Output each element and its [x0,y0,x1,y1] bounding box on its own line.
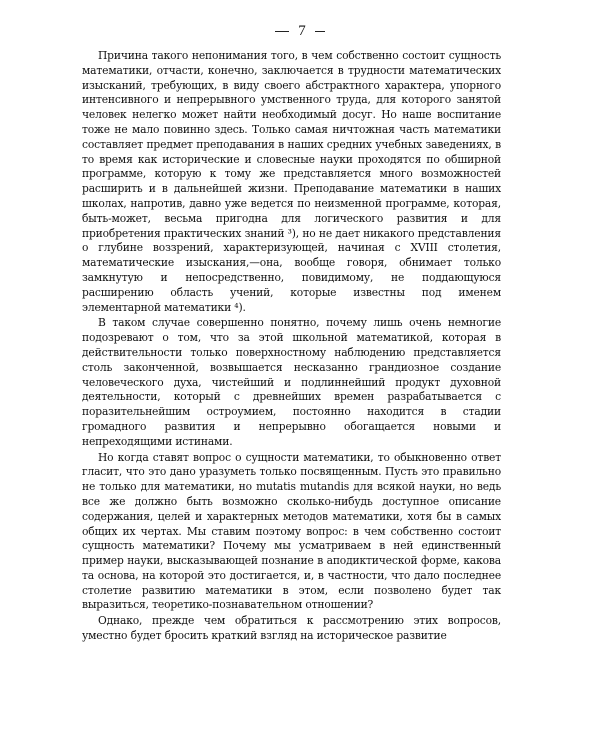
page-number: 7 [298,23,306,39]
header-dash-right [315,31,325,32]
paragraph-2: В таком случае совершенно понятно, почему лишь очень немногие подозревают о том, что за этой школьной математикой, которая в действительности только поверхностному наблюдению представляется столь законченной, возвышается несказанно грандиозное создание человеческого духа, чистейший и подлиннейший продукт духовной деятельности, который с древнейших времен разрабатывается с поразительнейшим остроумием, постоянно находится в стадии громадного развития и непрерывно обогащается новыми и непреходящими истинами. [82,316,501,448]
header-dash-left [275,31,289,32]
page-header [0,22,600,40]
paragraph-3: Но когда ставят вопрос о сущности математики, то обыкновенно ответ гласит, что это дано уразуметь только посвященным. Пусть это правильно не только для математики, но mutatis mutandis для всякой науки, но ведь все же должно быть возможно сколько-нибудь доступное описание содержания, целей и характерных методов математики, хотя бы в самых общих их чертах. Мы ставим поэтому вопрос: в чем собственно состоит сущность математики? Почему мы усматриваем в ней единственный пример науки, высказывающей познание в аподиктической форме, какова та основа, на которой это достигается, и, в частности, что дало последнее столетие развитию математики в этом, если позволено будет так выразиться, теоретико-познавательном отношении? [82,450,501,612]
paragraph-1: Причина такого непонимания того, в чем собственно состоит сущность математики, отчасти, конечно, заключается в трудности математических изысканий, требующих, в виду своего абстрактного характера, упорного интенсивного и непрерывного умственного труда, для которого занятой человек нелегко может найти необходимый досуг. Но наше воспитание тоже не мало повинно здесь. Только самая ничтожная часть математики составляет предмет преподавания в наших средних учебных заведениях, в то время как исторические и словесные науки проходятся по обширной программе, которую к тому же представляется много возможностей расширить и в дальнейшей жизни. Преподавание математики в наших школах, напротив, давно уже ведется по неизменной программе, которая, быть-может, весьма пригодна для логического развития и для приобретения практических знаний ³), но не дает никакого представления о глубине воззрений, характеризующей, начиная с XVIII столетия, математические изыскания,—она, вообще говоря, обнимает только замкнутую и непосредственно, повидимому, не поддающуюся расширению область учений, которые известны под именем элементарной математики ⁴). [82,49,501,314]
page-body [82,49,501,644]
paragraph-4: Однако, прежде чем обратиться к рассмотрению этих вопросов, уместно будет бросить краткий взгляд на историческое развитие [82,614,501,643]
